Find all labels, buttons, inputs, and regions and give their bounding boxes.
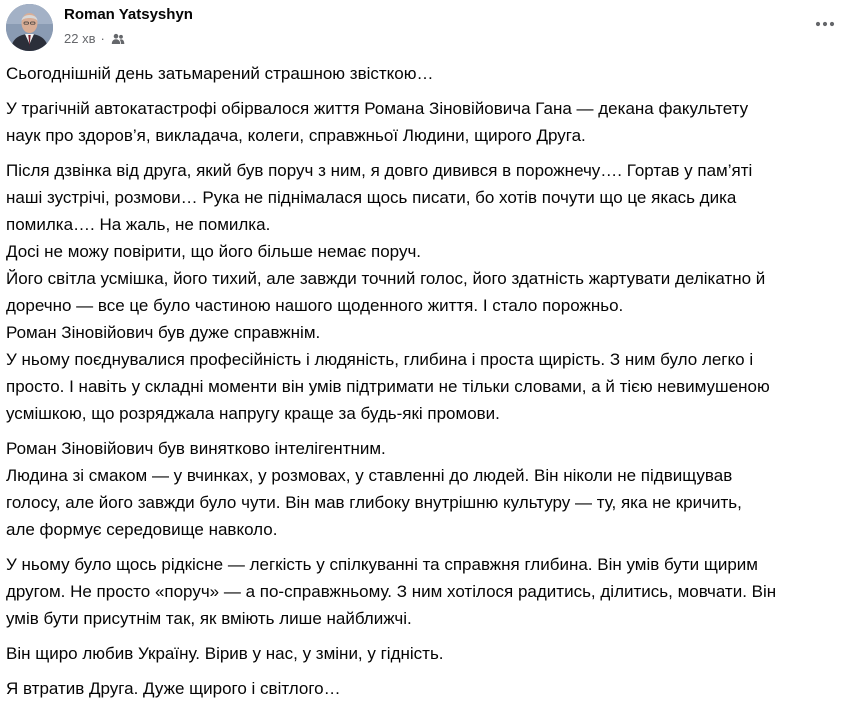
post-timestamp[interactable]: 22 хв: [64, 31, 96, 46]
more-options-button[interactable]: [813, 12, 837, 36]
post-paragraph: Він щиро любив Україну. Вірив у нас, у зміни, у гідність.: [6, 644, 444, 663]
author-avatar[interactable]: [6, 4, 53, 51]
person-photo-icon: [6, 4, 53, 51]
friends-icon[interactable]: [111, 32, 125, 46]
post-paragraph: Я втратив Друга. Дуже щирого і світлого…: [6, 679, 341, 698]
post-paragraph: Сьогоднішній день затьмарений страшною звісткою…: [6, 64, 434, 83]
post-paragraph: У трагічній автокатастрофі обірвалося життя Романа Зіновійовича Гана — декана факультету наук про здоров’я, викладача, колеги, справжньої Людини, щирого Друга.: [6, 99, 749, 145]
post-paragraph: У ньому було щось рідкісне — легкість у спілкуванні та справжня глибина. Він умів бути щирим другом. Не просто «поруч» — а по-справжньому. З ним хотілося радитись, ділитись, мовчати. Він умів бути присутнім так, як вміють лише найближчі.: [6, 555, 777, 628]
post-meta: [64, 31, 125, 46]
author-name[interactable]: Roman Yatsyshyn: [64, 6, 193, 23]
post-paragraph: Після дзвінка від друга, який був поруч з ним, я довго дивився в порожнечу…. Гортав у пам’яті наші зустрічі, розмови… Рука не піднімалася щось писати, бо хотів почути що це якась дика помилка…. На жаль, не помилка. Досі не можу повірити, що його більше немає поруч. Його світла усмішка, його тихий, але завжди точний голос, його здатність жартувати делікатно й доречно — все це було частиною нашого щоденного життя. І стало порожньо. Роман Зіновійович був дуже справжнім. У ньому поєднувалися професійність і людяність, глибина і проста щирість. З ним було легко і просто. І навіть у складні моменти він умів підтримати не тільки словами, а й тією невимушеною усмішкою, що розряджала напругу краще за будь-які промови.: [6, 161, 770, 423]
post-paragraph: Роман Зіновійович був винятково інтелігентним. Людина зі смаком — у вчинках, у розмовах, у ставленні до людей. Він ніколи не підвищував голосу, але його завжди було чути. Він мав глибоку внутрішню культуру — ту, яка не кричить, але формує середовище навколо.: [6, 439, 742, 539]
more-horizontal-icon: [815, 21, 835, 27]
post-header: [0, 0, 853, 60]
meta-separator: ·: [100, 31, 105, 46]
post-content: [6, 60, 846, 702]
